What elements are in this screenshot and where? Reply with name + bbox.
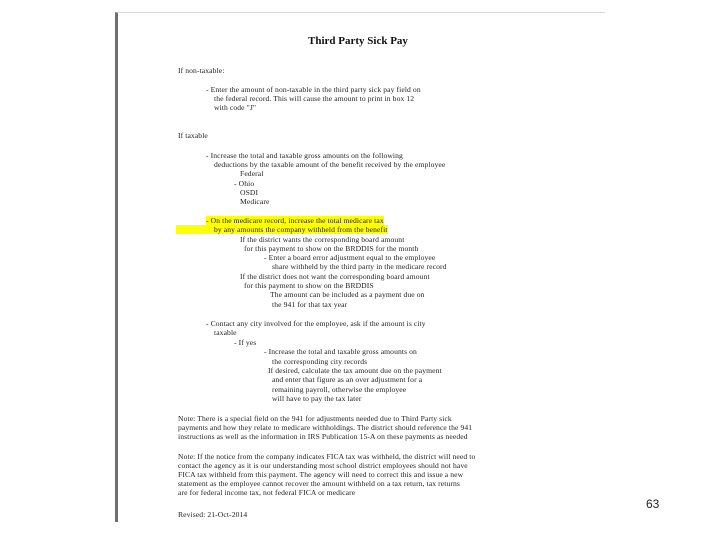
doc-line: and enter that figure as an over adjustment for a xyxy=(272,375,423,384)
doc-line: contact the agency as it is our understanding most school district employees should not have xyxy=(178,461,468,470)
doc-line: deductions by the taxable amount of the benefit received by the employee xyxy=(214,160,446,169)
doc-line: are for federal income tax, not federal FICA or medicare xyxy=(178,488,356,497)
doc-line: If non-taxable: xyxy=(178,66,225,75)
doc-line: taxable xyxy=(214,328,237,337)
doc-line: The amount can be included as a payment due on xyxy=(270,290,425,299)
doc-line: Medicare xyxy=(240,197,270,206)
doc-line: share withheld by the third party in the medicare record xyxy=(272,262,447,271)
doc-line: for this payment to show on the BRDDIS xyxy=(244,281,374,290)
doc-line: - Contact any city involved for the employee, ask if the amount is city xyxy=(206,319,426,328)
doc-line: will have to pay the tax later xyxy=(272,394,362,403)
highlighted-line: by any amounts the company withheld from the benefit xyxy=(176,225,388,234)
doc-line: FICA tax withheld from this payment. The agency will need to correct this and issue a new xyxy=(178,470,464,479)
doc-line: Federal xyxy=(240,169,264,178)
highlighted-line: - On the medicare record, increase the total medicare tax xyxy=(206,216,384,225)
doc-line: the 941 for that tax year xyxy=(272,300,348,309)
doc-line: payments and how they relate to medicare withholdings. The district should reference the 941 xyxy=(178,423,473,432)
doc-line: - If yes xyxy=(234,338,257,347)
doc-line: - Increase the total and taxable gross amounts on the following xyxy=(206,151,403,160)
doc-line: with code "J" xyxy=(214,103,257,112)
doc-line: - Enter a board error adjustment equal to the employee xyxy=(264,253,436,262)
doc-line: - Increase the total and taxable gross amounts on xyxy=(264,347,417,356)
document-title: Third Party Sick Pay xyxy=(308,35,408,47)
doc-line: for this payment to show on the BRDDIS for the month xyxy=(244,244,419,253)
doc-line: the federal record. This will cause the amount to print in box 12 xyxy=(214,94,415,103)
doc-line: If desired, calculate the tax amount due on the payment xyxy=(268,366,442,375)
doc-line: - Ohio xyxy=(234,179,255,188)
doc-line: the corresponding city records xyxy=(272,357,368,366)
document-page xyxy=(115,12,605,522)
doc-line: Note: There is a special field on the 941 for adjustments needed due to Third Party sick xyxy=(178,414,452,423)
doc-line: OSDI xyxy=(240,188,259,197)
doc-line: remaining payroll, otherwise the employee xyxy=(272,385,407,394)
doc-line: If taxable xyxy=(178,131,208,140)
doc-line: Note: If the notice from the company indicates FICA tax was withheld, the district will need to xyxy=(178,452,476,461)
slide-page-number: 63 xyxy=(646,497,660,511)
doc-line: - Enter the amount of non-taxable in the third party sick pay field on xyxy=(206,85,421,94)
revised-date: Revised: 21-Oct-2014 xyxy=(178,510,248,519)
doc-line: statement as the employee cannot recover the amount withheld on a tax return, tax returns xyxy=(178,479,460,488)
doc-line: If the district does not want the corresponding board amount xyxy=(240,272,430,281)
doc-line: If the district wants the corresponding board amount xyxy=(240,235,405,244)
doc-line: instructions as well as the information in IRS Publication 15-A on these payments as needed xyxy=(178,432,468,441)
